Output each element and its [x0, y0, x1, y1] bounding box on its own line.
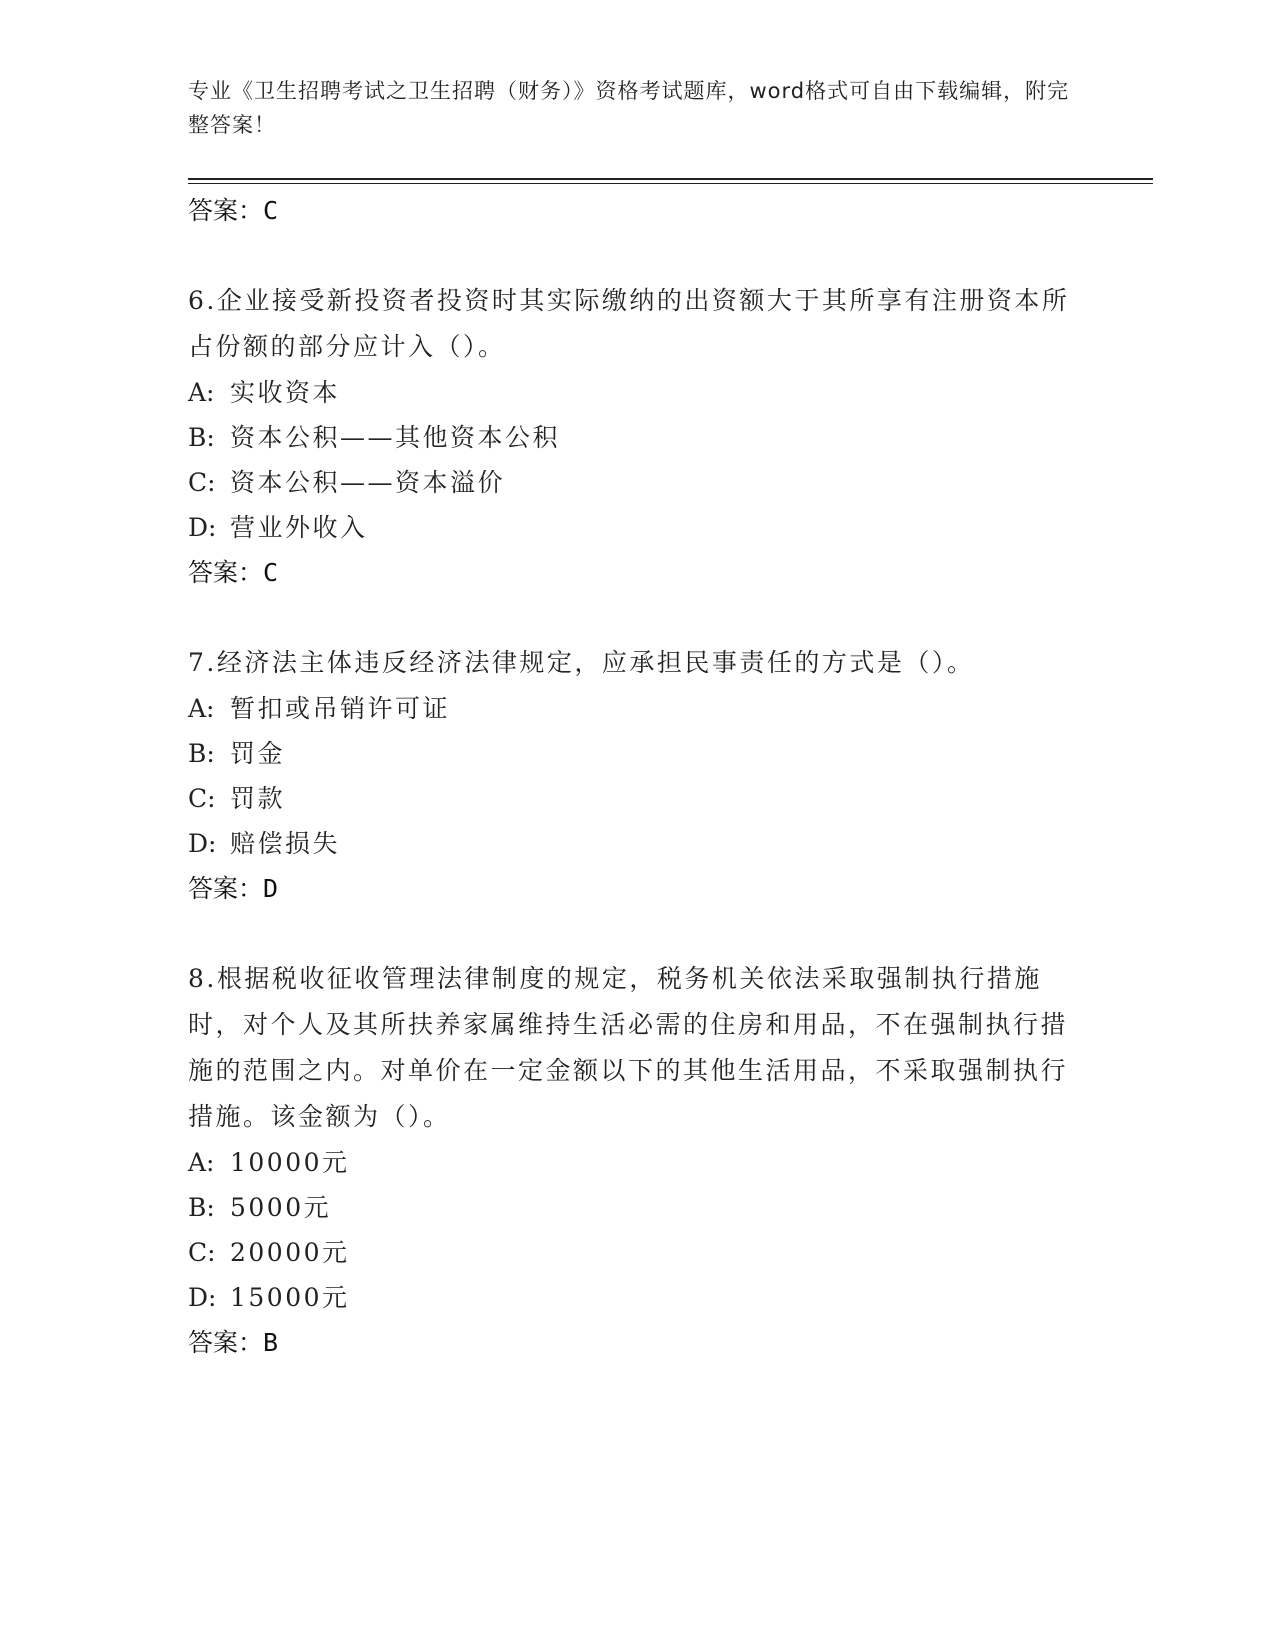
option-text: 罚金: [230, 739, 286, 768]
document-header: 专业《卫生招聘考试之卫生招聘（财务）》资格考试题库，word格式可自由下载编辑，附完整答案！: [188, 79, 1070, 137]
option-text: 罚款: [230, 784, 286, 813]
option-d: [188, 1275, 1088, 1320]
option-c: [188, 460, 1088, 505]
answer-line: [188, 1320, 1088, 1366]
option-label: B:: [188, 1193, 215, 1222]
option-b: [188, 731, 1088, 776]
option-label: A:: [188, 378, 215, 407]
option-label: B:: [188, 423, 215, 452]
option-a: [188, 370, 1088, 415]
option-text: 15000元: [230, 1283, 350, 1312]
option-text: 10000元: [230, 1148, 350, 1177]
option-label: D:: [188, 1283, 217, 1312]
option-label: A:: [188, 694, 215, 723]
answer-value: B: [263, 1328, 279, 1357]
header-rule-thick: [188, 178, 1153, 180]
spacer: [188, 596, 1088, 640]
option-text: 暂扣或吊销许可证: [230, 694, 451, 723]
option-label: C:: [188, 784, 216, 813]
answer-label: 答案：: [188, 874, 264, 903]
question-8: [188, 956, 1088, 1366]
option-text: 资本公积——其他资本公积: [230, 423, 561, 452]
header-rule-thin: [188, 183, 1153, 184]
option-c: [188, 1230, 1088, 1275]
option-text: 赔偿损失: [230, 829, 341, 858]
answer-value: D: [263, 874, 279, 903]
question-list: [188, 188, 1088, 1366]
question-text: 8.根据税收征收管理法律制度的规定，税务机关依法采取强制执行措施时，对个人及其所扶养家属维持生活必需的住房和用品，不在强制执行措施的范围之内。对单价在一定金额以下的其他生活用品，不采取强制执行措施。该金额为（）。: [188, 964, 1069, 1131]
option-label: D:: [188, 513, 217, 542]
answer-line: [188, 866, 1088, 912]
option-c: [188, 776, 1088, 821]
option-text: 5000元: [230, 1193, 332, 1222]
option-label: C:: [188, 468, 216, 497]
answer-value: C: [263, 196, 279, 225]
question-6: [188, 278, 1088, 596]
answer-label: 答案：: [188, 1328, 264, 1357]
option-label: B:: [188, 739, 215, 768]
option-text: 营业外收入: [230, 513, 368, 542]
question-text: 7.经济法主体违反经济法律规定，应承担民事责任的方式是（）。: [188, 648, 975, 677]
option-a: [188, 1140, 1088, 1185]
answer-value: C: [263, 558, 279, 587]
answer-label: 答案：: [188, 196, 264, 225]
option-text: 20000元: [230, 1238, 350, 1267]
option-label: D:: [188, 829, 217, 858]
option-b: [188, 1185, 1088, 1230]
option-label: A:: [188, 1148, 215, 1177]
spacer: [188, 912, 1088, 956]
option-label: C:: [188, 1238, 216, 1267]
option-a: [188, 686, 1088, 731]
option-d: [188, 505, 1088, 550]
option-text: 实收资本: [230, 378, 341, 407]
answer-label: 答案：: [188, 558, 264, 587]
option-text: 资本公积——资本溢价: [230, 468, 506, 497]
option-b: [188, 415, 1088, 460]
spacer: [188, 234, 1088, 278]
answer-line: [188, 550, 1088, 596]
question-7: [188, 640, 1088, 912]
option-d: [188, 821, 1088, 866]
answer-line-prev: [188, 188, 1088, 234]
question-text: 6.企业接受新投资者投资时其实际缴纳的出资额大于其所享有注册资本所占份额的部分应计入（）。: [188, 286, 1070, 361]
